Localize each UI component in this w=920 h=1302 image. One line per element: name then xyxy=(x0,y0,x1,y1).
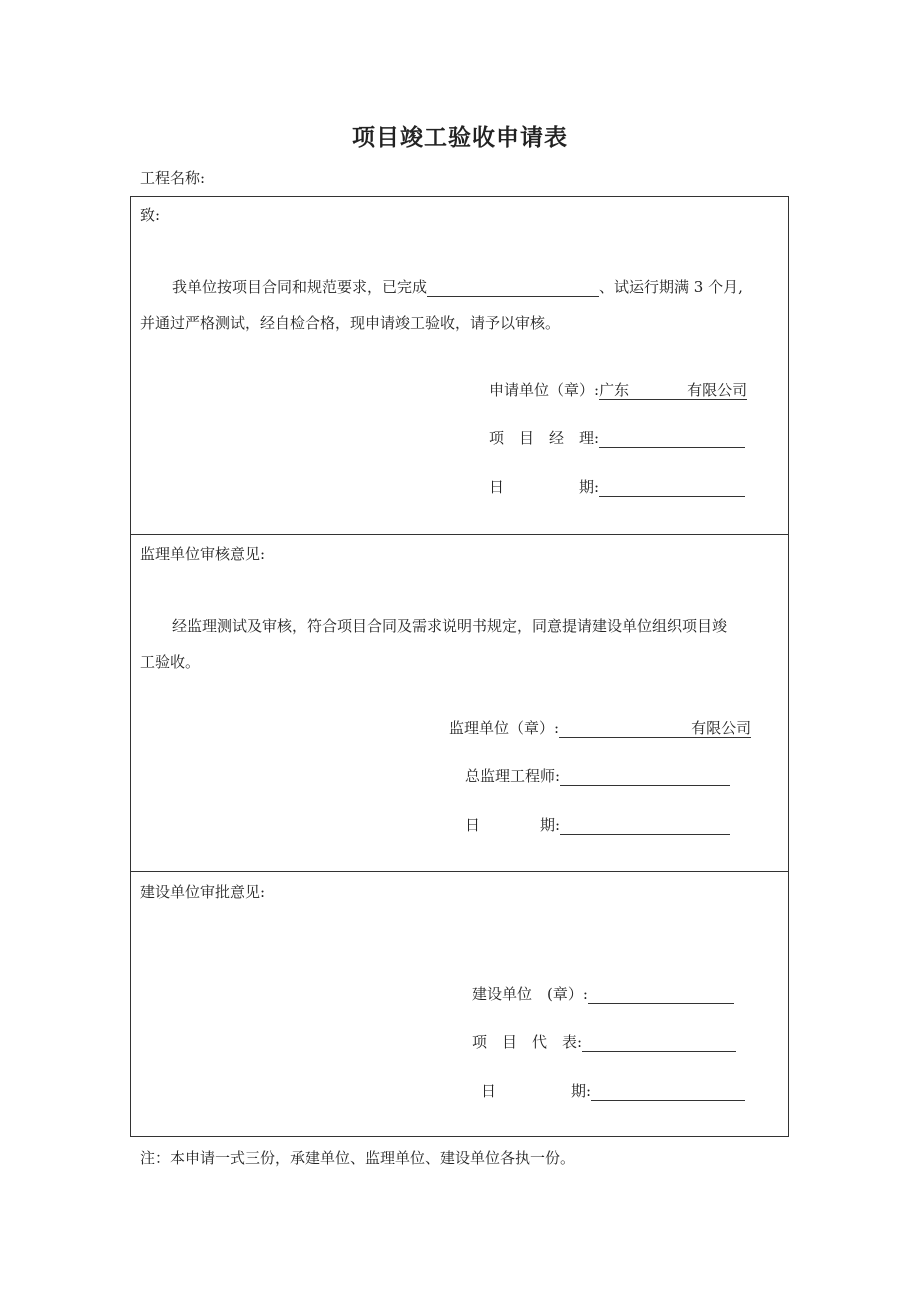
apply-unit-label: 申请单位（章）: xyxy=(489,381,600,399)
construction-unit-label: 建设单位 (章）: xyxy=(472,985,588,1003)
supervision-heading: 监理单位审核意见: xyxy=(140,545,266,563)
section-divider xyxy=(130,534,789,535)
apply-body-suffix: 、试运行期满 3 个月, xyxy=(599,278,743,296)
manager-label: 项 目 经 理: xyxy=(489,429,600,447)
supervision-unit-label: 监理单位（章）: xyxy=(449,719,560,737)
construction-unit-field[interactable] xyxy=(588,987,734,1004)
manager-field[interactable] xyxy=(599,431,745,448)
page-title: 项目竣工验收申请表 xyxy=(352,125,568,151)
construction-date-field[interactable] xyxy=(591,1084,745,1101)
supervision-unit-field[interactable]: 有限公司 xyxy=(559,719,751,738)
supervision-unit-row xyxy=(449,718,751,738)
section-divider xyxy=(130,871,789,872)
completed-work-field[interactable] xyxy=(427,280,599,297)
apply-date-label: 日 期: xyxy=(489,478,600,496)
to-label: 致: xyxy=(140,206,161,224)
apply-body-prefix: 我单位按项目合同和规范要求，已完成 xyxy=(172,278,428,296)
engineer-field[interactable] xyxy=(560,769,730,786)
supervision-body-line1: 经监理测试及审核，符合项目合同及需求说明书规定，同意提请建设单位组织项目竣 xyxy=(172,617,728,635)
apply-body-line2: 并通过严格测试，经自检合格，现申请竣工验收，请予以审核。 xyxy=(140,314,561,332)
representative-row xyxy=(472,1032,736,1052)
representative-field[interactable] xyxy=(582,1035,736,1052)
representative-label: 项 目 代 表: xyxy=(472,1033,583,1051)
supervision-date-label: 日 期: xyxy=(465,816,561,834)
apply-body-line1 xyxy=(172,277,743,297)
engineer-row xyxy=(465,766,730,786)
apply-unit-field[interactable]: 广东 有限公司 xyxy=(599,381,748,399)
supervision-date-row xyxy=(465,815,730,835)
supervision-date-field[interactable] xyxy=(560,818,730,835)
construction-date-row xyxy=(481,1081,745,1101)
footnote: 注：本申请一式三份，承建单位、监理单位、建设单位各执一份。 xyxy=(140,1149,576,1167)
engineer-label: 总监理工程师: xyxy=(465,767,561,785)
apply-unit-row xyxy=(489,380,747,400)
supervision-body-line2: 工验收。 xyxy=(140,653,201,671)
apply-date-row xyxy=(489,477,745,497)
construction-heading: 建设单位审批意见: xyxy=(140,883,266,901)
construction-unit-row xyxy=(472,984,734,1004)
construction-date-label: 日 期: xyxy=(481,1082,592,1100)
project-name-label: 工程名称: xyxy=(140,169,206,187)
apply-date-field[interactable] xyxy=(599,480,745,497)
manager-row xyxy=(489,428,745,448)
